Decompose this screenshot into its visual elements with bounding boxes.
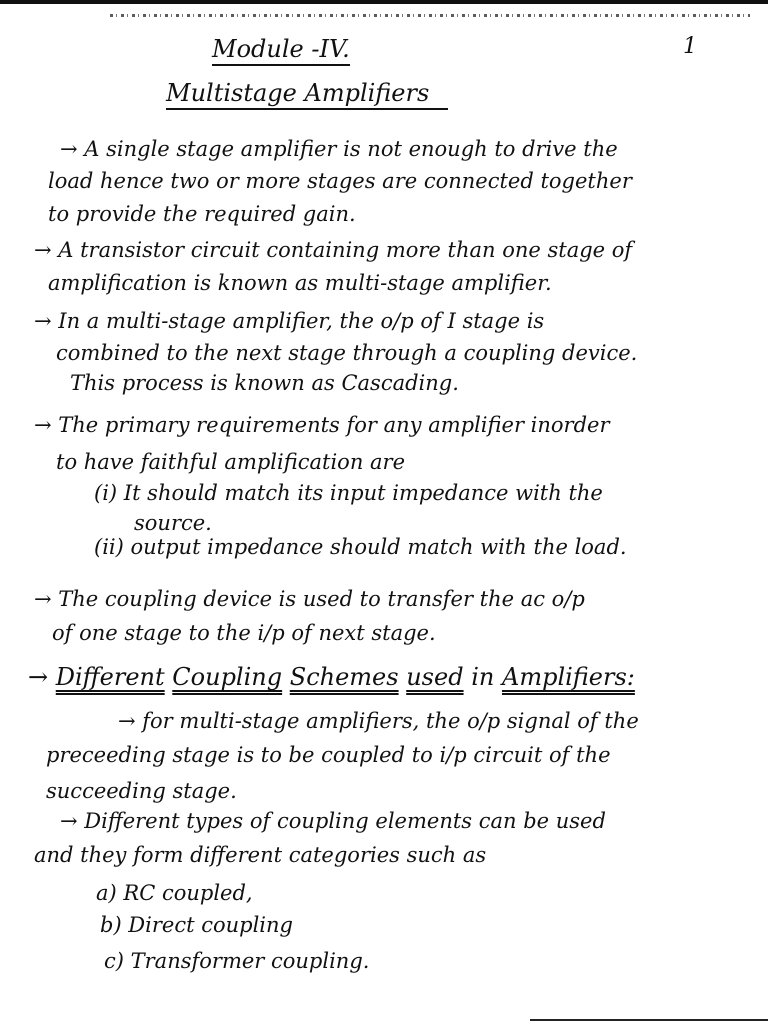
- module-underline: [212, 64, 350, 66]
- list-item-a: a) RC coupled,: [96, 881, 253, 905]
- para2-line1: → A transistor circuit containing more than one stage of: [34, 238, 633, 262]
- scan-noise-top: [110, 14, 750, 17]
- page-number: 1: [683, 34, 697, 59]
- scan-edge-bottom: [530, 1019, 768, 1021]
- para4-line1: → The primary requirements for any amplifier inorder: [34, 413, 610, 437]
- section-arrow: →: [28, 663, 49, 691]
- para3-line1: → In a multi-stage amplifier, the o/p of I stage is: [34, 309, 545, 333]
- list-item-c: c) Transformer coupling.: [104, 949, 370, 973]
- list-item-b: b) Direct coupling: [100, 913, 293, 937]
- title-underline: [166, 108, 448, 110]
- para1-line2: load hence two or more stages are connected together: [48, 169, 632, 193]
- para5-line1: → The coupling device is used to transfer the ac o/p: [34, 587, 585, 611]
- section-word-amplifiers: Amplifiers:: [501, 663, 635, 691]
- page-title: Multistage Amplifiers: [166, 79, 430, 107]
- para1-line1: → A single stage amplifier is not enough to drive the: [60, 137, 618, 161]
- section-para2-line2: and they form different categories such as: [34, 843, 487, 867]
- para5-line2: of one stage to the i/p of next stage.: [52, 621, 436, 645]
- para1-line3: to provide the required gain.: [48, 202, 356, 226]
- para2-line2: amplification is known as multi-stage amplifier.: [48, 271, 552, 295]
- section-word-different: Different: [55, 663, 165, 691]
- para3-line3: This process is known as Cascading.: [70, 371, 459, 395]
- section-word-schemes: Schemes: [289, 663, 399, 691]
- module-heading: Module -IV.: [212, 35, 350, 63]
- requirement-1-line2: source.: [134, 511, 212, 535]
- para3-line2: combined to the next stage through a coupling device.: [56, 341, 638, 365]
- section-word-used: used: [406, 663, 464, 691]
- scan-edge-top: [0, 0, 768, 4]
- requirement-1-line1: (i) It should match its input impedance with the: [94, 481, 603, 505]
- para4-line2: to have faithful amplification are: [56, 450, 406, 474]
- section-para1-line1: → for multi-stage amplifiers, the o/p signal of the: [118, 709, 639, 733]
- section-word-coupling: Coupling: [172, 663, 283, 691]
- section-heading: [28, 664, 635, 690]
- section-para1-line3: succeeding stage.: [46, 779, 237, 803]
- section-para2-line1: → Different types of coupling elements can be used: [60, 809, 606, 833]
- section-word-in: in: [471, 663, 495, 691]
- section-para1-line2: preceeding stage is to be coupled to i/p circuit of the: [46, 743, 611, 767]
- requirement-2: (ii) output impedance should match with the load.: [94, 535, 627, 559]
